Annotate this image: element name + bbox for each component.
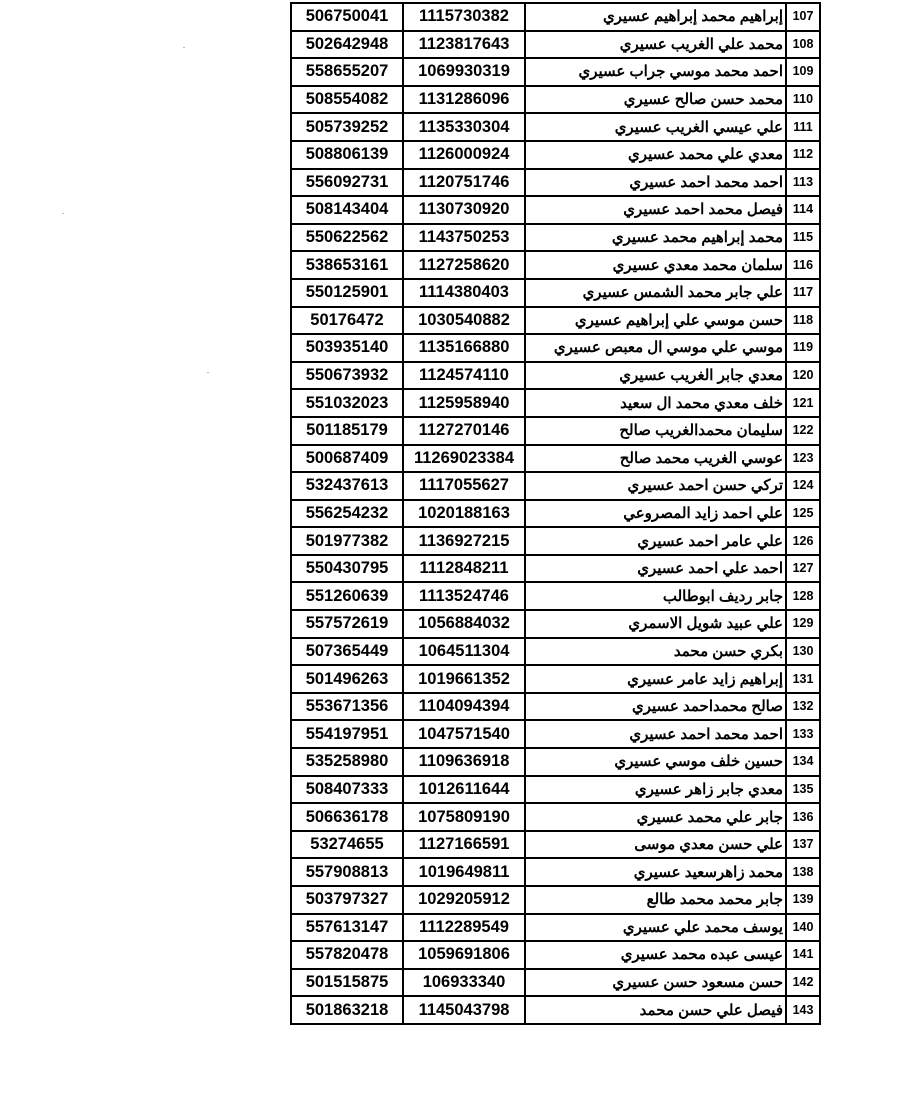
id-number-cell: 1145043798 (403, 996, 525, 1024)
phone-cell: 557572619 (291, 610, 403, 638)
phone-cell: 508143404 (291, 196, 403, 224)
name-cell: محمد زاهرسعيد عسيري (525, 858, 786, 886)
phone-cell: 550125901 (291, 279, 403, 307)
table-row (291, 500, 820, 528)
table-row (291, 638, 820, 666)
name-cell: موسي علي موسي ال معبص عسيري (525, 334, 786, 362)
table-row (291, 251, 820, 279)
names-table (290, 2, 821, 1025)
row-number-cell: 129 (786, 610, 820, 638)
id-number-cell: 1127270146 (403, 417, 525, 445)
phone-cell: 556092731 (291, 169, 403, 197)
name-cell: علي جابر محمد الشمس عسيري (525, 279, 786, 307)
row-number-cell: 128 (786, 582, 820, 610)
table-row (291, 307, 820, 335)
name-cell: علي احمد زايد المصروعي (525, 500, 786, 528)
id-number-cell: 1069930319 (403, 58, 525, 86)
row-number-cell: 134 (786, 748, 820, 776)
name-cell: جابر محمد محمد طالع (525, 886, 786, 914)
row-number-cell: 114 (786, 196, 820, 224)
name-cell: احمد علي احمد عسيري (525, 555, 786, 583)
table-row (291, 334, 820, 362)
row-number-cell: 126 (786, 527, 820, 555)
table-row (291, 169, 820, 197)
table-row (291, 362, 820, 390)
name-cell: صالح محمداحمد عسيري (525, 693, 786, 721)
id-number-cell: 1019661352 (403, 665, 525, 693)
name-cell: سلمان محمد معدي عسيري (525, 251, 786, 279)
id-number-cell: 11269023384 (403, 445, 525, 473)
name-cell: عيسى عبده محمد عسيري (525, 941, 786, 969)
table-row (291, 776, 820, 804)
scan-speck (207, 372, 209, 373)
table-row (291, 86, 820, 114)
phone-cell: 551032023 (291, 389, 403, 417)
name-cell: جابر رديف ابوطالب (525, 582, 786, 610)
table-row (291, 969, 820, 997)
row-number-cell: 141 (786, 941, 820, 969)
phone-cell: 502642948 (291, 31, 403, 59)
name-cell: احمد محمد احمد عسيري (525, 720, 786, 748)
phone-cell: 501496263 (291, 665, 403, 693)
table-row (291, 555, 820, 583)
phone-cell: 506636178 (291, 803, 403, 831)
phone-cell: 557613147 (291, 914, 403, 942)
id-number-cell: 1113524746 (403, 582, 525, 610)
id-number-cell: 1130730920 (403, 196, 525, 224)
phone-cell: 503935140 (291, 334, 403, 362)
table-row (291, 279, 820, 307)
name-cell: خلف معدي محمد ال سعيد (525, 389, 786, 417)
table-row (291, 748, 820, 776)
row-number-cell: 122 (786, 417, 820, 445)
name-cell: تركي حسن احمد عسيري (525, 472, 786, 500)
table-row (291, 389, 820, 417)
id-number-cell: 1030540882 (403, 307, 525, 335)
name-cell: إبراهيم محمد إبراهيم عسيري (525, 3, 786, 31)
table-row (291, 665, 820, 693)
name-cell: علي عبيد شويل الاسمري (525, 610, 786, 638)
row-number-cell: 116 (786, 251, 820, 279)
phone-cell: 501515875 (291, 969, 403, 997)
table-row (291, 941, 820, 969)
scan-speck (62, 213, 64, 214)
name-cell: محمد إبراهيم محمد عسيري (525, 224, 786, 252)
name-cell: جابر علي محمد عسيري (525, 803, 786, 831)
table-row (291, 472, 820, 500)
id-number-cell: 1126000924 (403, 141, 525, 169)
phone-cell: 550622562 (291, 224, 403, 252)
table-row (291, 996, 820, 1024)
row-number-cell: 139 (786, 886, 820, 914)
row-number-cell: 123 (786, 445, 820, 473)
row-number-cell: 137 (786, 831, 820, 859)
phone-cell: 557908813 (291, 858, 403, 886)
phone-cell: 508554082 (291, 86, 403, 114)
table-row (291, 527, 820, 555)
id-number-cell: 1047571540 (403, 720, 525, 748)
name-cell: فيصل علي حسن محمد (525, 996, 786, 1024)
id-number-cell: 1064511304 (403, 638, 525, 666)
name-cell: محمد حسن صالح عسيري (525, 86, 786, 114)
name-cell: علي عيسي الغريب عسيري (525, 113, 786, 141)
row-number-cell: 115 (786, 224, 820, 252)
name-cell: يوسف محمد علي عسيري (525, 914, 786, 942)
row-number-cell: 125 (786, 500, 820, 528)
id-number-cell: 1029205912 (403, 886, 525, 914)
id-number-cell: 1127258620 (403, 251, 525, 279)
id-number-cell: 1104094394 (403, 693, 525, 721)
row-number-cell: 130 (786, 638, 820, 666)
name-cell: حسن مسعود حسن عسيري (525, 969, 786, 997)
row-number-cell: 140 (786, 914, 820, 942)
phone-cell: 503797327 (291, 886, 403, 914)
name-cell: احمد محمد موسي جراب عسيري (525, 58, 786, 86)
id-number-cell: 1056884032 (403, 610, 525, 638)
table-body (291, 3, 820, 1024)
phone-cell: 506750041 (291, 3, 403, 31)
table-row (291, 914, 820, 942)
phone-cell: 50176472 (291, 307, 403, 335)
phone-cell: 501863218 (291, 996, 403, 1024)
id-number-cell: 1143750253 (403, 224, 525, 252)
phone-cell: 532437613 (291, 472, 403, 500)
phone-cell: 505739252 (291, 113, 403, 141)
id-number-cell: 1123817643 (403, 31, 525, 59)
id-number-cell: 1136927215 (403, 527, 525, 555)
name-cell: احمد محمد احمد عسيري (525, 169, 786, 197)
row-number-cell: 120 (786, 362, 820, 390)
table-row (291, 3, 820, 31)
row-number-cell: 117 (786, 279, 820, 307)
phone-cell: 53274655 (291, 831, 403, 859)
phone-cell: 508806139 (291, 141, 403, 169)
table-row (291, 720, 820, 748)
id-number-cell: 1109636918 (403, 748, 525, 776)
table-row (291, 582, 820, 610)
name-cell: علي حسن معدي موسى (525, 831, 786, 859)
table-row (291, 858, 820, 886)
row-number-cell: 112 (786, 141, 820, 169)
id-number-cell: 1012611644 (403, 776, 525, 804)
id-number-cell: 1124574110 (403, 362, 525, 390)
phone-cell: 501185179 (291, 417, 403, 445)
id-number-cell: 1135330304 (403, 113, 525, 141)
phone-cell: 556254232 (291, 500, 403, 528)
row-number-cell: 135 (786, 776, 820, 804)
name-cell: معدي جابر زاهر عسيري (525, 776, 786, 804)
id-number-cell: 1127166591 (403, 831, 525, 859)
phone-cell: 500687409 (291, 445, 403, 473)
table-row (291, 417, 820, 445)
table-row (291, 31, 820, 59)
id-number-cell: 1020188163 (403, 500, 525, 528)
phone-cell: 558655207 (291, 58, 403, 86)
name-cell: معدي علي محمد عسيري (525, 141, 786, 169)
id-number-cell: 1019649811 (403, 858, 525, 886)
row-number-cell: 110 (786, 86, 820, 114)
row-number-cell: 124 (786, 472, 820, 500)
id-number-cell: 1059691806 (403, 941, 525, 969)
id-number-cell: 1120751746 (403, 169, 525, 197)
row-number-cell: 131 (786, 665, 820, 693)
row-number-cell: 142 (786, 969, 820, 997)
names-table-sheet (290, 2, 819, 1025)
name-cell: علي عامر احمد عسيري (525, 527, 786, 555)
row-number-cell: 133 (786, 720, 820, 748)
id-number-cell: 1117055627 (403, 472, 525, 500)
phone-cell: 538653161 (291, 251, 403, 279)
table-row (291, 831, 820, 859)
table-row (291, 196, 820, 224)
phone-cell: 508407333 (291, 776, 403, 804)
row-number-cell: 118 (786, 307, 820, 335)
table-row (291, 141, 820, 169)
table-row (291, 445, 820, 473)
scan-speck (183, 47, 185, 48)
table-row (291, 693, 820, 721)
row-number-cell: 107 (786, 3, 820, 31)
id-number-cell: 1115730382 (403, 3, 525, 31)
id-number-cell: 1114380403 (403, 279, 525, 307)
phone-cell: 507365449 (291, 638, 403, 666)
name-cell: إبراهيم زايد عامر عسيري (525, 665, 786, 693)
name-cell: حسين خلف موسي عسيري (525, 748, 786, 776)
id-number-cell: 1112289549 (403, 914, 525, 942)
id-number-cell: 106933340 (403, 969, 525, 997)
name-cell: بكري حسن محمد (525, 638, 786, 666)
phone-cell: 550673932 (291, 362, 403, 390)
row-number-cell: 132 (786, 693, 820, 721)
row-number-cell: 111 (786, 113, 820, 141)
name-cell: محمد علي الغريب عسيري (525, 31, 786, 59)
name-cell: معدي جابر الغريب عسيري (525, 362, 786, 390)
phone-cell: 553671356 (291, 693, 403, 721)
phone-cell: 535258980 (291, 748, 403, 776)
table-row (291, 803, 820, 831)
table-row (291, 113, 820, 141)
id-number-cell: 1075809190 (403, 803, 525, 831)
table-row (291, 224, 820, 252)
name-cell: فيصل محمد احمد عسيري (525, 196, 786, 224)
id-number-cell: 1125958940 (403, 389, 525, 417)
name-cell: سليمان محمدالغريب صالح (525, 417, 786, 445)
row-number-cell: 138 (786, 858, 820, 886)
row-number-cell: 113 (786, 169, 820, 197)
id-number-cell: 1112848211 (403, 555, 525, 583)
phone-cell: 551260639 (291, 582, 403, 610)
id-number-cell: 1131286096 (403, 86, 525, 114)
phone-cell: 501977382 (291, 527, 403, 555)
row-number-cell: 119 (786, 334, 820, 362)
row-number-cell: 136 (786, 803, 820, 831)
phone-cell: 554197951 (291, 720, 403, 748)
table-row (291, 58, 820, 86)
row-number-cell: 127 (786, 555, 820, 583)
table-row (291, 610, 820, 638)
phone-cell: 550430795 (291, 555, 403, 583)
name-cell: عوسي الغريب محمد صالح (525, 445, 786, 473)
table-row (291, 886, 820, 914)
id-number-cell: 1135166880 (403, 334, 525, 362)
row-number-cell: 121 (786, 389, 820, 417)
name-cell: حسن موسي علي إبراهيم عسيري (525, 307, 786, 335)
row-number-cell: 143 (786, 996, 820, 1024)
row-number-cell: 108 (786, 31, 820, 59)
row-number-cell: 109 (786, 58, 820, 86)
phone-cell: 557820478 (291, 941, 403, 969)
